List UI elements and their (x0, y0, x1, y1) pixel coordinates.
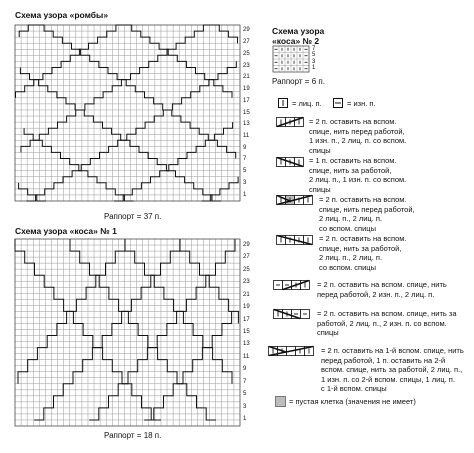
row-number: 17 (243, 97, 250, 104)
row-number: 7 (243, 156, 247, 163)
legend-line: = 2 п. оставить на вспом. (319, 195, 407, 204)
legend-line: спице, нить перед работой, (319, 204, 415, 214)
row-number: 5 (243, 391, 247, 398)
stair-line (21, 25, 213, 152)
cable1-chart-grid (15, 239, 240, 426)
row-number: 1 (243, 416, 247, 423)
row-number: 13 (243, 341, 250, 348)
knit-legend-label: = лиц. п. (292, 99, 322, 108)
legend-line: спице, нить за работой, (319, 243, 402, 253)
row-number: 11 (243, 353, 250, 360)
cross-4-purl-front-icon (273, 280, 313, 290)
legend-line: 1 изн. п. со 2-й вспом. спицы, 1 лиц. п. (321, 374, 455, 384)
legend-line: работой, 2 лиц. п., 2 изн. п. со вспом. (317, 318, 447, 328)
rhombus-rapport: Раппорт = 37 п. (104, 212, 162, 221)
cross-5-double-icon (268, 346, 318, 356)
knit-symbol-icon (278, 98, 288, 108)
row-number: 9 (243, 144, 247, 151)
row-number: 3 (312, 58, 316, 65)
row-number: 23 (243, 279, 250, 286)
stair-line (210, 25, 237, 43)
cross-4-front-icon (276, 195, 316, 205)
row-number: 25 (243, 50, 250, 57)
legend-line: = 2 п. оставить на вспом. (309, 117, 397, 126)
cross-3-purl-front-icon (276, 117, 306, 127)
grid-border (15, 239, 240, 426)
row-number: 1 (312, 65, 316, 72)
empty-cell-legend-label: = пустая клетка (значения не имеет) (289, 397, 416, 406)
legend-line: со вспом. спицы (319, 262, 376, 272)
cable2-chart-title-line2: «коса» № 2 (272, 36, 320, 46)
row-number: 5 (243, 168, 247, 175)
legend-line: спицы (309, 145, 331, 155)
row-number: 25 (243, 266, 250, 273)
rhombus-lines (16, 25, 239, 201)
row-number: 19 (243, 86, 250, 93)
legend-line: спицы (317, 328, 339, 338)
row-number: 27 (243, 254, 250, 261)
row-number: 21 (243, 291, 250, 298)
stair-line (27, 61, 237, 201)
row-number: 3 (243, 403, 247, 410)
legend-line: спице, нить перед работой, (309, 126, 405, 136)
grid-border (15, 25, 240, 201)
legend-line: 2 лиц. п., 1 изн. п. со вспом. (309, 175, 407, 185)
purl-legend-label: = изн. п. (347, 99, 376, 108)
legend-line: вспом. спице, нить за работой, 2 лиц. п., (321, 365, 463, 375)
legend-line: с 1-й вспом. спицы (321, 384, 387, 394)
row-number: 13 (243, 121, 250, 128)
legend-line: со вспом. спицы (319, 223, 376, 233)
legend-line: перед работой, 2 изн. п., 2 лиц. п. (317, 289, 435, 299)
row-number: 21 (243, 74, 250, 81)
legend-line: спицы (309, 184, 331, 194)
legend-line: 2 лиц. п., 2 лиц. п. (319, 214, 383, 224)
cable2-chart-grid (273, 46, 309, 72)
row-number: 5 (312, 52, 316, 59)
grid-lines (15, 25, 240, 201)
row-number: 29 (243, 241, 250, 248)
row-number: 29 (243, 27, 250, 34)
row-number: 7 (243, 378, 247, 385)
stair-line (19, 183, 46, 201)
cable2-chart-title-line1: Схема узора (272, 26, 325, 36)
purl-symbol-icon (333, 98, 343, 108)
legend-line: 2 лиц. п., 2 лиц. п. (319, 253, 383, 263)
row-number: 3 (243, 179, 247, 186)
grid-lines (15, 239, 240, 426)
legend-line: = 2 п. оставить на вспом. спице, нить за (317, 309, 457, 318)
row-number: 15 (243, 329, 250, 335)
row-number: 11 (243, 132, 250, 139)
row-number: 9 (243, 366, 247, 373)
row-number: 17 (243, 316, 250, 323)
row-number: 7 (312, 45, 316, 52)
legend-line: = 1 п. оставить на вспом. (309, 156, 397, 165)
cable1-rapport: Раппорт = 18 п. (104, 431, 162, 440)
cross-4-back-icon (276, 235, 316, 245)
legend-line: = 2 п. оставить на 1-й вспом. спице, нить (321, 346, 464, 355)
cross-4-purl-back-icon (273, 309, 313, 319)
rhombus-chart-grid (15, 25, 240, 201)
row-number: 23 (243, 62, 250, 69)
empty-cell-icon (275, 396, 286, 407)
row-number: 19 (243, 304, 250, 311)
grid-lines (273, 46, 309, 72)
legend-line: перед работой, 1 п. оставить на 2-й (321, 355, 446, 365)
row-number: 27 (243, 39, 250, 46)
legend-line: = 2 п. оставить на вспом. спице, нить (317, 280, 447, 289)
cross-3-knit-back-icon (276, 157, 306, 167)
row-number: 1 (243, 191, 247, 198)
legend-line: = 2 п. оставить на вспом. (319, 234, 407, 243)
rhombus-chart-title: Схема узора «ромбы» (15, 10, 109, 20)
cable1-chart-title: Схема узора «коса» № 1 (15, 226, 117, 236)
legend-line: 1 изн. п., 2 лиц. п. со вспом. (309, 136, 407, 146)
legend-line: спице, нить за работой, (309, 165, 392, 175)
row-number: 15 (243, 109, 250, 116)
cable2-rapport: Раппорт = 6 п. (272, 77, 325, 86)
